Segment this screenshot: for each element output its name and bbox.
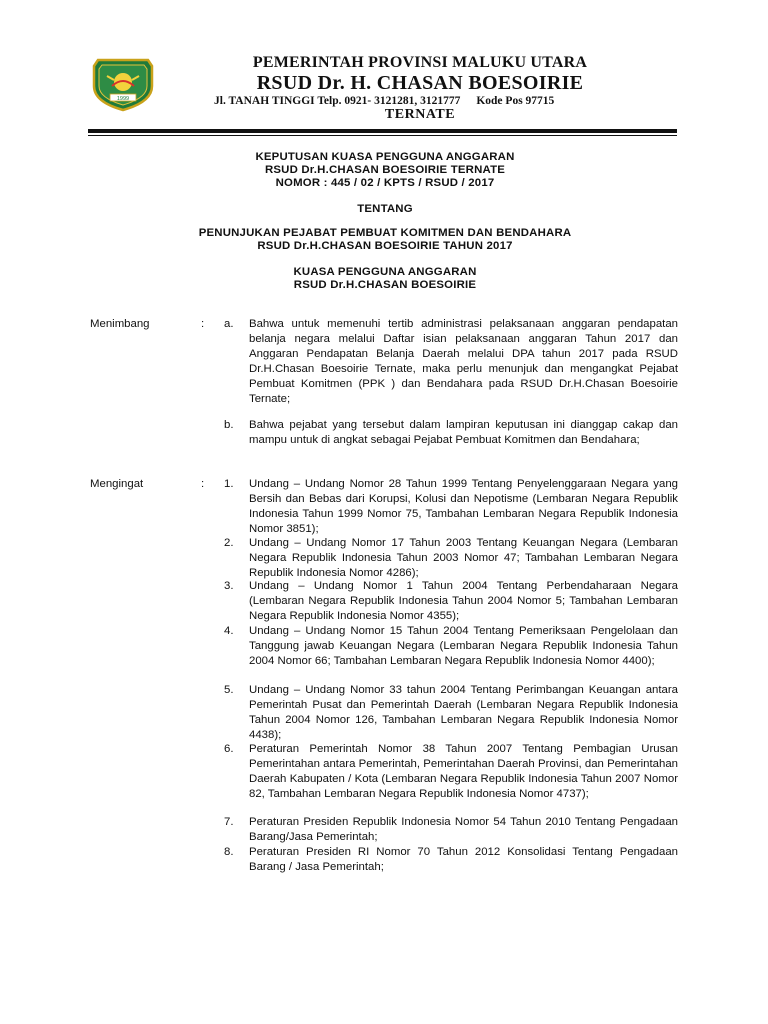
kpa-heading-line2: RSUD Dr.H.CHASAN BOESOIRIE [293,279,477,291]
mengingat-item [224,815,678,845]
decree-title-line2: RSUD Dr.H.CHASAN BOESOIRIE TERNATE [264,164,506,176]
menimbang-item [224,418,678,448]
menimbang-item [224,317,678,407]
letterhead-city: TERNATE [384,107,456,122]
letterhead-address-line [214,95,634,107]
decree-subject-line2: RSUD Dr.H.CHASAN BOESOIRIE TAHUN 2017 [257,240,513,252]
decree-tentang: TENTANG [357,203,413,215]
list-item-text: Bahwa pejabat yang tersebut dalam lampiran keputusan ini dianggap cakap dan mampu untuk di angkat sebagai Pejabat Pembuat Komitmen dan Bendahara; [249,419,678,446]
mengingat-item [224,536,678,581]
kpa-heading-line1: KUASA PENGGUNA ANGGARAN [293,266,477,278]
letterhead-province: PEMERINTAH PROVINSI MALUKU UTARA [252,54,588,71]
mengingat-item [224,477,678,537]
letterhead-hospital: RSUD Dr. H. CHASAN BOESOIRIE [256,72,584,94]
letterhead-postcode: Kode Pos 97715 [476,95,555,107]
list-item-text: Peraturan Pemerintah Nomor 38 Tahun 2007 Tentang Pembagian Urusan Pemerintahan antara Pemerintah, Pemerintahan Daerah Provinsi, dan Pemerintahan Daerah Kabupaten / Kota (Lembaran Negara Republik Indonesia Tahun 2007 Nomor 82, Tambahan Lembaran Negara Republik Indonesia Nomor 4737); [249,743,678,800]
list-item-text: Peraturan Presiden RI Nomor 70 Tahun 2012 Konsolidasi Tentang Pengadaan Barang / Jasa Pemerintah; [249,846,678,873]
decree-title-line1: KEPUTUSAN KUASA PENGGUNA ANGGARAN [255,151,515,163]
list-item-text: Undang – Undang Nomor 17 Tahun 2003 Tentang Keuangan Negara (Lembaran Negara Republik Indonesia Tahun 2003 Nomor 47; Tambahan Lembaran Negara Republik Indonesia Nomor 4286); [249,537,678,579]
list-marker: a. [224,318,234,330]
list-marker: 3. [224,580,234,592]
province-emblem-logo [90,56,156,112]
decree-subject-line1: PENUNJUKAN PEJABAT PEMBUAT KOMITMEN DAN BENDAHARA [198,227,572,239]
list-marker: 7. [224,816,234,828]
list-marker: 8. [224,846,234,858]
list-marker: 5. [224,684,234,696]
list-item-text: Undang – Undang Nomor 33 tahun 2004 Tentang Perimbangan Keuangan antara Pemerintah Pusat dan Pemerintah Daerah (Lembaran Negara Republik Indonesia Tahun 2004 Nomor 126, Tambahan Lembaran Negara Republik Indonesia Nomor 4438); [249,684,678,741]
list-marker: 6. [224,743,234,755]
mengingat-item [224,579,678,624]
menimbang-colon: : [201,318,205,330]
list-item-text: Undang – Undang Nomor 15 Tahun 2004 Tentang Pemeriksaan Pengelolaan dan Tanggung jawab Keuangan Negara (Lembaran Negara Republik Indonesia Tahun 2004 Nomor 66; Tambahan Lembaran Negara Republik Indonesia Nomor 4400); [249,625,678,667]
list-item-text: Peraturan Presiden Republik Indonesia Nomor 54 Tahun 2010 Tentang Pengadaan Barang/Jasa Pemerintah; [249,816,678,843]
list-marker: 1. [224,478,234,490]
logo-year: 1999 [116,96,130,102]
mengingat-item [224,683,678,743]
list-item-text: Undang – Undang Nomor 1 Tahun 2004 Tentang Perbendaharaan Negara (Lembaran Negara Republik Indonesia Tahun 2004 Nomor 5; Tambahan Lembaran Negara Republik Indonesia Nomor 4355); [249,580,678,622]
mengingat-label: Mengingat [90,478,144,490]
menimbang-label: Menimbang [90,318,150,330]
list-marker: 4. [224,625,234,637]
list-marker: 2. [224,537,234,549]
letterhead-address: Jl. TANAH TINGGI Telp. 0921- 3121281, 3121777 [214,95,461,107]
list-item-text: Undang – Undang Nomor 28 Tahun 1999 Tentang Penyelenggaraan Negara yang Bersih dan Bebas dari Korupsi, Kolusi dan Nepotisme (Lembaran Negara Republik Indonesia Tahun 1999 Nomor 75, Tambahan Lembaran Negara Republik Indonesia Nomor 3851); [249,478,678,535]
mengingat-item [224,624,678,669]
list-item-text: Bahwa untuk memenuhi tertib administrasi pelaksanaan anggaran pendapatan belanja negara melalui Daftar isian pelaksanaan anggaran Tahun 2017 dan Anggaran Pendapatan Belanja Daerah melalui DPA tahun 2017 pada RSUD Dr.H.Chasan Boesoirie Ternate, maka perlu menunjuk dan mengangkat Pejabat Pembuat Komitmen (PPK ) dan Bendahara pada RSUD Dr.H.Chasan Boesoirie Ternate; [249,318,678,405]
letterhead-divider-thick [88,129,677,133]
mengingat-colon: : [201,478,205,490]
list-marker: b. [224,419,234,431]
mengingat-item [224,742,678,802]
letterhead-divider-thin [88,135,677,136]
decree-number: NOMOR : 445 / 02 / KPTS / RSUD / 2017 [275,177,495,189]
mengingat-item [224,845,678,875]
